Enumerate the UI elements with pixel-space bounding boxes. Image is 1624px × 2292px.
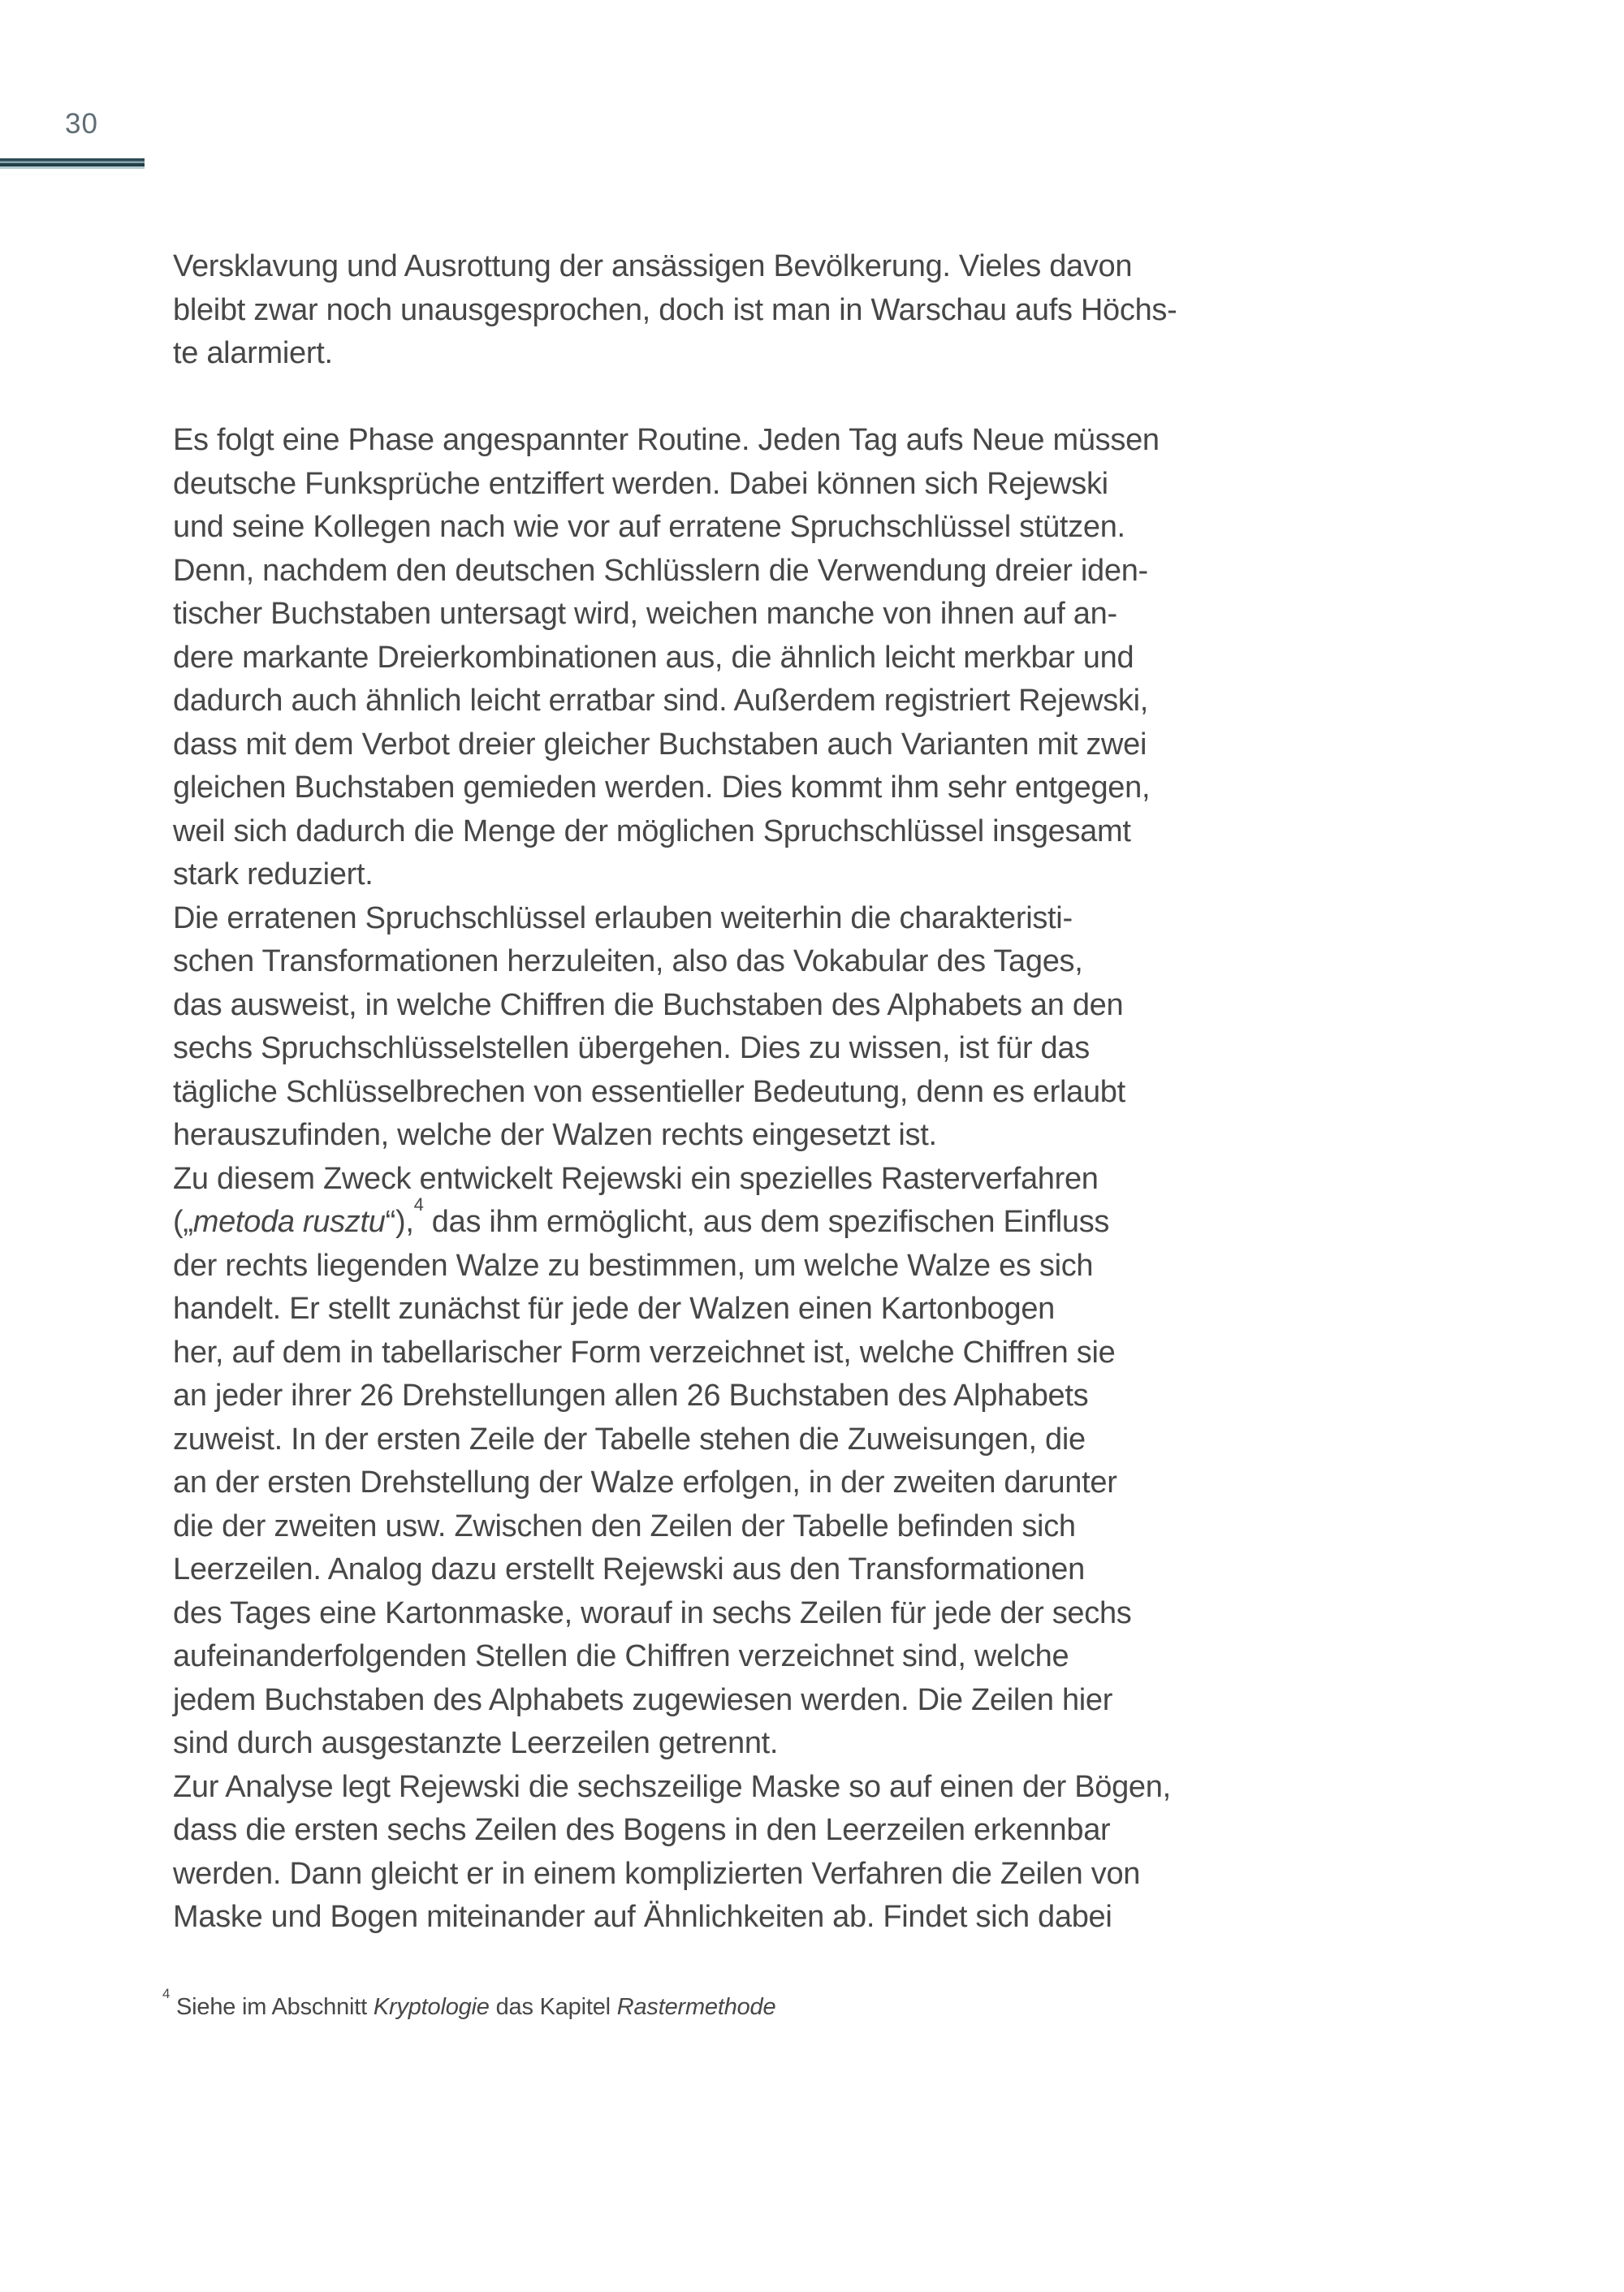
text-line: her, auf dem in tabellarischer Form verzeichnet ist, welche Chiffren sie: [173, 1335, 1116, 1370]
text-line: Zu diesem Zweck entwickelt Rejewski ein spezielles Rasterverfahren: [173, 1161, 1099, 1196]
paragraph-3: [173, 897, 1245, 1158]
text-line: gleichen Buchstaben gemieden werden. Dies kommt ihm sehr entgegen,: [173, 770, 1151, 805]
text-line: Zur Analyse legt Rejewski die sechszeilige Maske so auf einen der Bögen,: [173, 1769, 1171, 1804]
text-line: das ausweist, in welche Chiffren die Buchstaben des Alphabets an den: [173, 987, 1124, 1022]
header-rule: [0, 158, 145, 169]
text-line: stark reduziert.: [173, 857, 374, 891]
footnote-text: Siehe im Abschnitt: [170, 1994, 374, 2020]
text-line: tischer Buchstaben untersagt wird, weichen manche von ihnen auf an-: [173, 597, 1117, 631]
footnote-text: das Kapitel: [489, 1994, 617, 2020]
text-segment: “),: [385, 1205, 414, 1239]
text-line: Es folgt eine Phase angespannter Routine. Jeden Tag aufs Neue müssen: [173, 423, 1160, 457]
text-line: des Tages eine Kartonmaske, worauf in sechs Zeilen für jede der sechs: [173, 1595, 1132, 1630]
text-line: Leerzeilen. Analog dazu erstellt Rejewski aus den Transformationen: [173, 1552, 1085, 1586]
text-line: deutsche Funksprüche entziffert werden. Dabei können sich Rejewski: [173, 466, 1108, 501]
paragraph-1: [173, 245, 1245, 376]
text-line: herauszufinden, welche der Walzen rechts eingesetzt ist.: [173, 1118, 937, 1152]
text-line: der rechts liegenden Walze zu bestimmen, um welche Walze es sich: [173, 1248, 1094, 1283]
text-line: jedem Buchstaben des Alphabets zugewiesen werden. Die Zeilen hier: [173, 1682, 1113, 1717]
text-line: schen Transformationen herzuleiten, also das Vokabular des Tages,: [173, 944, 1083, 978]
text-line: Maske und Bogen miteinander auf Ähnlichkeiten ab. Findet sich dabei: [173, 1900, 1112, 1934]
paragraph-2: [173, 419, 1245, 897]
text-line: dere markante Dreierkombinationen aus, die ähnlich leicht merkbar und: [173, 640, 1134, 675]
text-line: die der zweiten usw. Zwischen den Zeilen der Tabelle befinden sich: [173, 1509, 1076, 1543]
paragraph-4: [173, 1158, 1245, 1766]
text-line: an jeder ihrer 26 Drehstellungen allen 26 Buchstaben des Alphabets: [173, 1379, 1089, 1413]
text-line: handelt. Er stellt zunächst für jede der Walzen einen Kartonbogen: [173, 1292, 1055, 1326]
text-segment: („: [173, 1205, 193, 1239]
body-text-block: [173, 245, 1245, 1940]
footnote-italic-term: Rastermethode: [616, 1994, 776, 2020]
text-segment: das ihm ermöglicht, aus dem spezifischen Einfluss: [423, 1205, 1110, 1239]
metoda-rusztu-line: [173, 1194, 1245, 1245]
text-line: zuweist. In der ersten Zeile der Tabelle stehen die Zuweisungen, die: [173, 1422, 1086, 1457]
text-line: werden. Dann gleicht er in einem komplizierten Verfahren die Zeilen von: [173, 1856, 1141, 1891]
text-line: an der ersten Drehstellung der Walze erfolgen, in der zweiten darunter: [173, 1465, 1117, 1500]
text-line: sechs Spruchschlüsselstellen übergehen. Dies zu wissen, ist für das: [173, 1031, 1090, 1065]
text-line: dass mit dem Verbot dreier gleicher Buchstaben auch Varianten mit zwei: [173, 727, 1147, 762]
text-line: bleibt zwar noch unausgesprochen, doch ist man in Warschau aufs Höchs-: [173, 292, 1177, 327]
text-line: Die erratenen Spruchschlüssel erlauben weiterhin die charakteristi-: [173, 900, 1073, 935]
footnote-reference: 4: [413, 1194, 424, 1215]
text-line: Versklavung und Ausrottung der ansässigen Bevölkerung. Vieles davon: [173, 249, 1133, 283]
footnote-italic-term: Kryptologie: [373, 1994, 490, 2020]
text-line: weil sich dadurch die Menge der möglichen Spruchschlüssel insgesamt: [173, 814, 1131, 848]
page-number: 30: [65, 108, 98, 140]
footnote-marker: 4: [162, 1986, 171, 2002]
text-line: sind durch ausgestanzte Leerzeilen getrennt.: [173, 1726, 779, 1760]
text-line: Denn, nachdem den deutschen Schlüsslern die Verwendung dreier iden-: [173, 553, 1148, 588]
text-line: te alarmiert.: [173, 336, 333, 370]
text-line: dass die ersten sechs Zeilen des Bogens in den Leerzeilen erkennbar: [173, 1813, 1111, 1847]
text-line: tägliche Schlüsselbrechen von essentieller Bedeutung, denn es erlaubt: [173, 1074, 1125, 1109]
text-line: und seine Kollegen nach wie vor auf erratene Spruchschlüssel stützen.: [173, 510, 1125, 544]
italic-term: metoda rusztu: [192, 1205, 386, 1239]
paragraph-5: [173, 1766, 1245, 1940]
text-line: aufeinanderfolgenden Stellen die Chiffren verzeichnet sind, welche: [173, 1639, 1069, 1673]
text-line: dadurch auch ähnlich leicht erratbar sind. Außerdem registriert Rejewski,: [173, 684, 1149, 718]
footnote: [162, 1986, 776, 2023]
